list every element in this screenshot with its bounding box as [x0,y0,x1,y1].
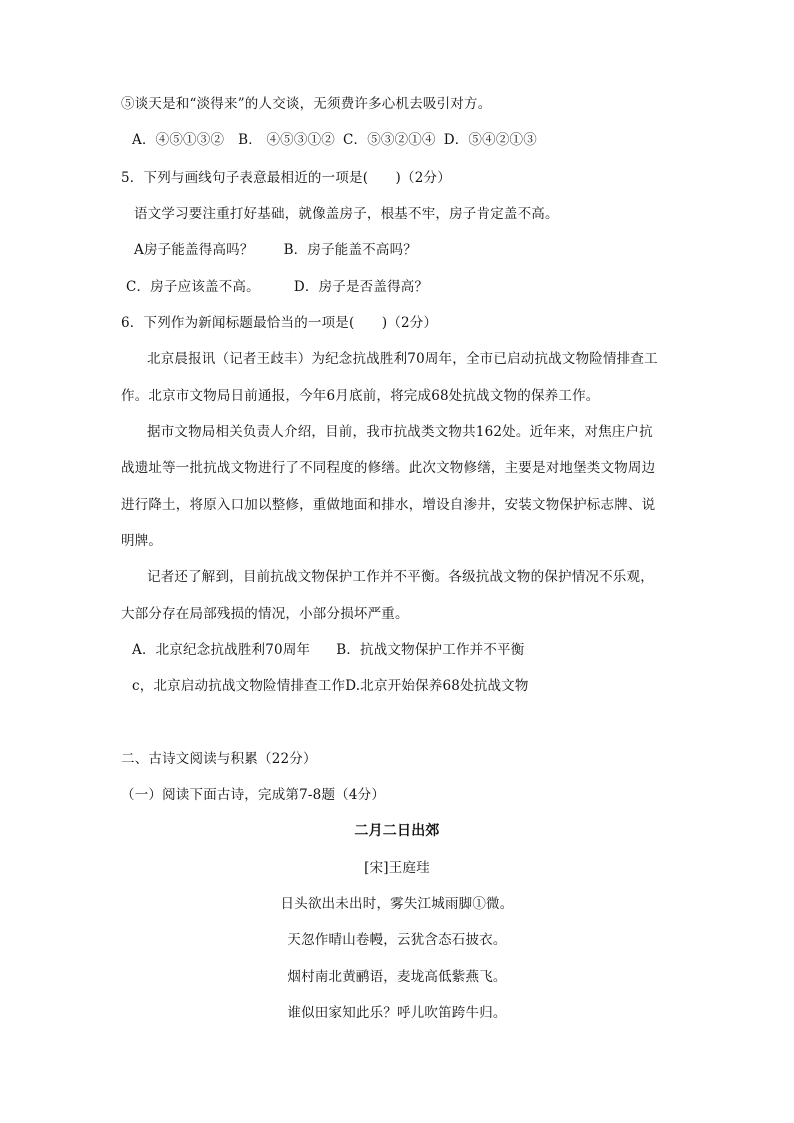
poem-line-2: 天忽作晴山卷幔，云犹含态石披衣。 [287,932,507,948]
news-paragraph-2-line-1: 据市文物局相关负责人介绍，目前，我市抗战类文物共162处。近年来，对焦庄户抗 [147,424,653,440]
q6-option-b: B．抗战文物保护工作并不平衡 [336,642,525,658]
ordering-item-5: ⑤谈天是和“淡得来”的人交谈，无须费许多心机去吸引对方。 [121,96,492,112]
section-heading: 二、古诗文阅读与积累（22分） [121,751,317,767]
q4-option-a: A．④⑤①③② [132,132,225,148]
section-instruction: （一）阅读下面古诗，完成第7-8题（4分） [121,787,386,803]
q4-options [132,131,537,149]
news-paragraph-2-line-2: 战遗址等一批抗战文物进行了不同程度的修缮。此次文物修缮，主要是对地堡类文物周边 [121,460,656,476]
poem-line-1: 日头欲出未出时，雾失江城雨脚①微。 [280,896,514,912]
q6-options-cd: c，北京启动抗战文物险情排查工作D.北京开始保养68处抗战文物 [132,678,529,694]
news-paragraph-2-line-4: 明牌。 [121,533,163,549]
q5-options-cd [126,278,428,296]
news-paragraph-1-line-2: 作。北京市文物局日前通报，今年6月底前，将完成68处抗战文物的保养工作。 [121,388,600,404]
poem-author: [宋]王庭珪 [364,860,430,876]
q4-option-b: B． ④⑤③①② [238,132,335,148]
q5-sentence: 语文学习要注重打好基础，就像盖房子，根基不牢，房子肯定盖不高。 [134,206,559,222]
poem-title: 二月二日出郊 [354,823,440,839]
q4-option-d: D．⑤④②①③ [443,132,537,148]
q6-stem: 6．下列作为新闻标题最恰当的一项是( )（2分） [121,315,438,331]
q4-option-c: C．⑤③②①④ [342,132,436,148]
poem-line-4: 谁似田家知此乐？呼儿吹笛跨牛归。 [287,1005,507,1021]
q6-option-a: A．北京纪念抗战胜利70周年 [132,642,311,658]
q5-options-ab [134,241,417,259]
news-paragraph-2-line-3: 进行降土，将原入口加以整修，重做地面和排水，增设自渗井，安装文物保护标志牌、说 [121,497,656,513]
q5-option-c: C．房子应该盖不高。 [126,279,260,295]
news-paragraph-1-line-1: 北京晨报讯（记者王歧丰）为纪念抗战胜利70周年，全市已启动抗战文物险情排查工 [147,351,658,367]
q5-stem: 5．下列与画线句子表意最相近的一项是( )（2分） [121,170,451,186]
q6-options-ab [132,641,524,659]
news-paragraph-3-line-1: 记者还了解到，目前抗战文物保护工作并不平衡。各级抗战文物的保护情况不乐观， [147,569,654,585]
q5-option-b: B．房子能盖不高吗？ [283,242,417,258]
q5-option-a: A房子能盖得高吗？ [134,242,254,258]
news-paragraph-3-line-2: 大部分存在局部残损的情况，小部分损坏严重。 [121,606,409,622]
poem-line-3: 烟村南北黄鹂语，麦垅高低紫燕飞。 [287,969,507,985]
q5-option-d: D．房子是否盖得高？ [293,279,429,295]
